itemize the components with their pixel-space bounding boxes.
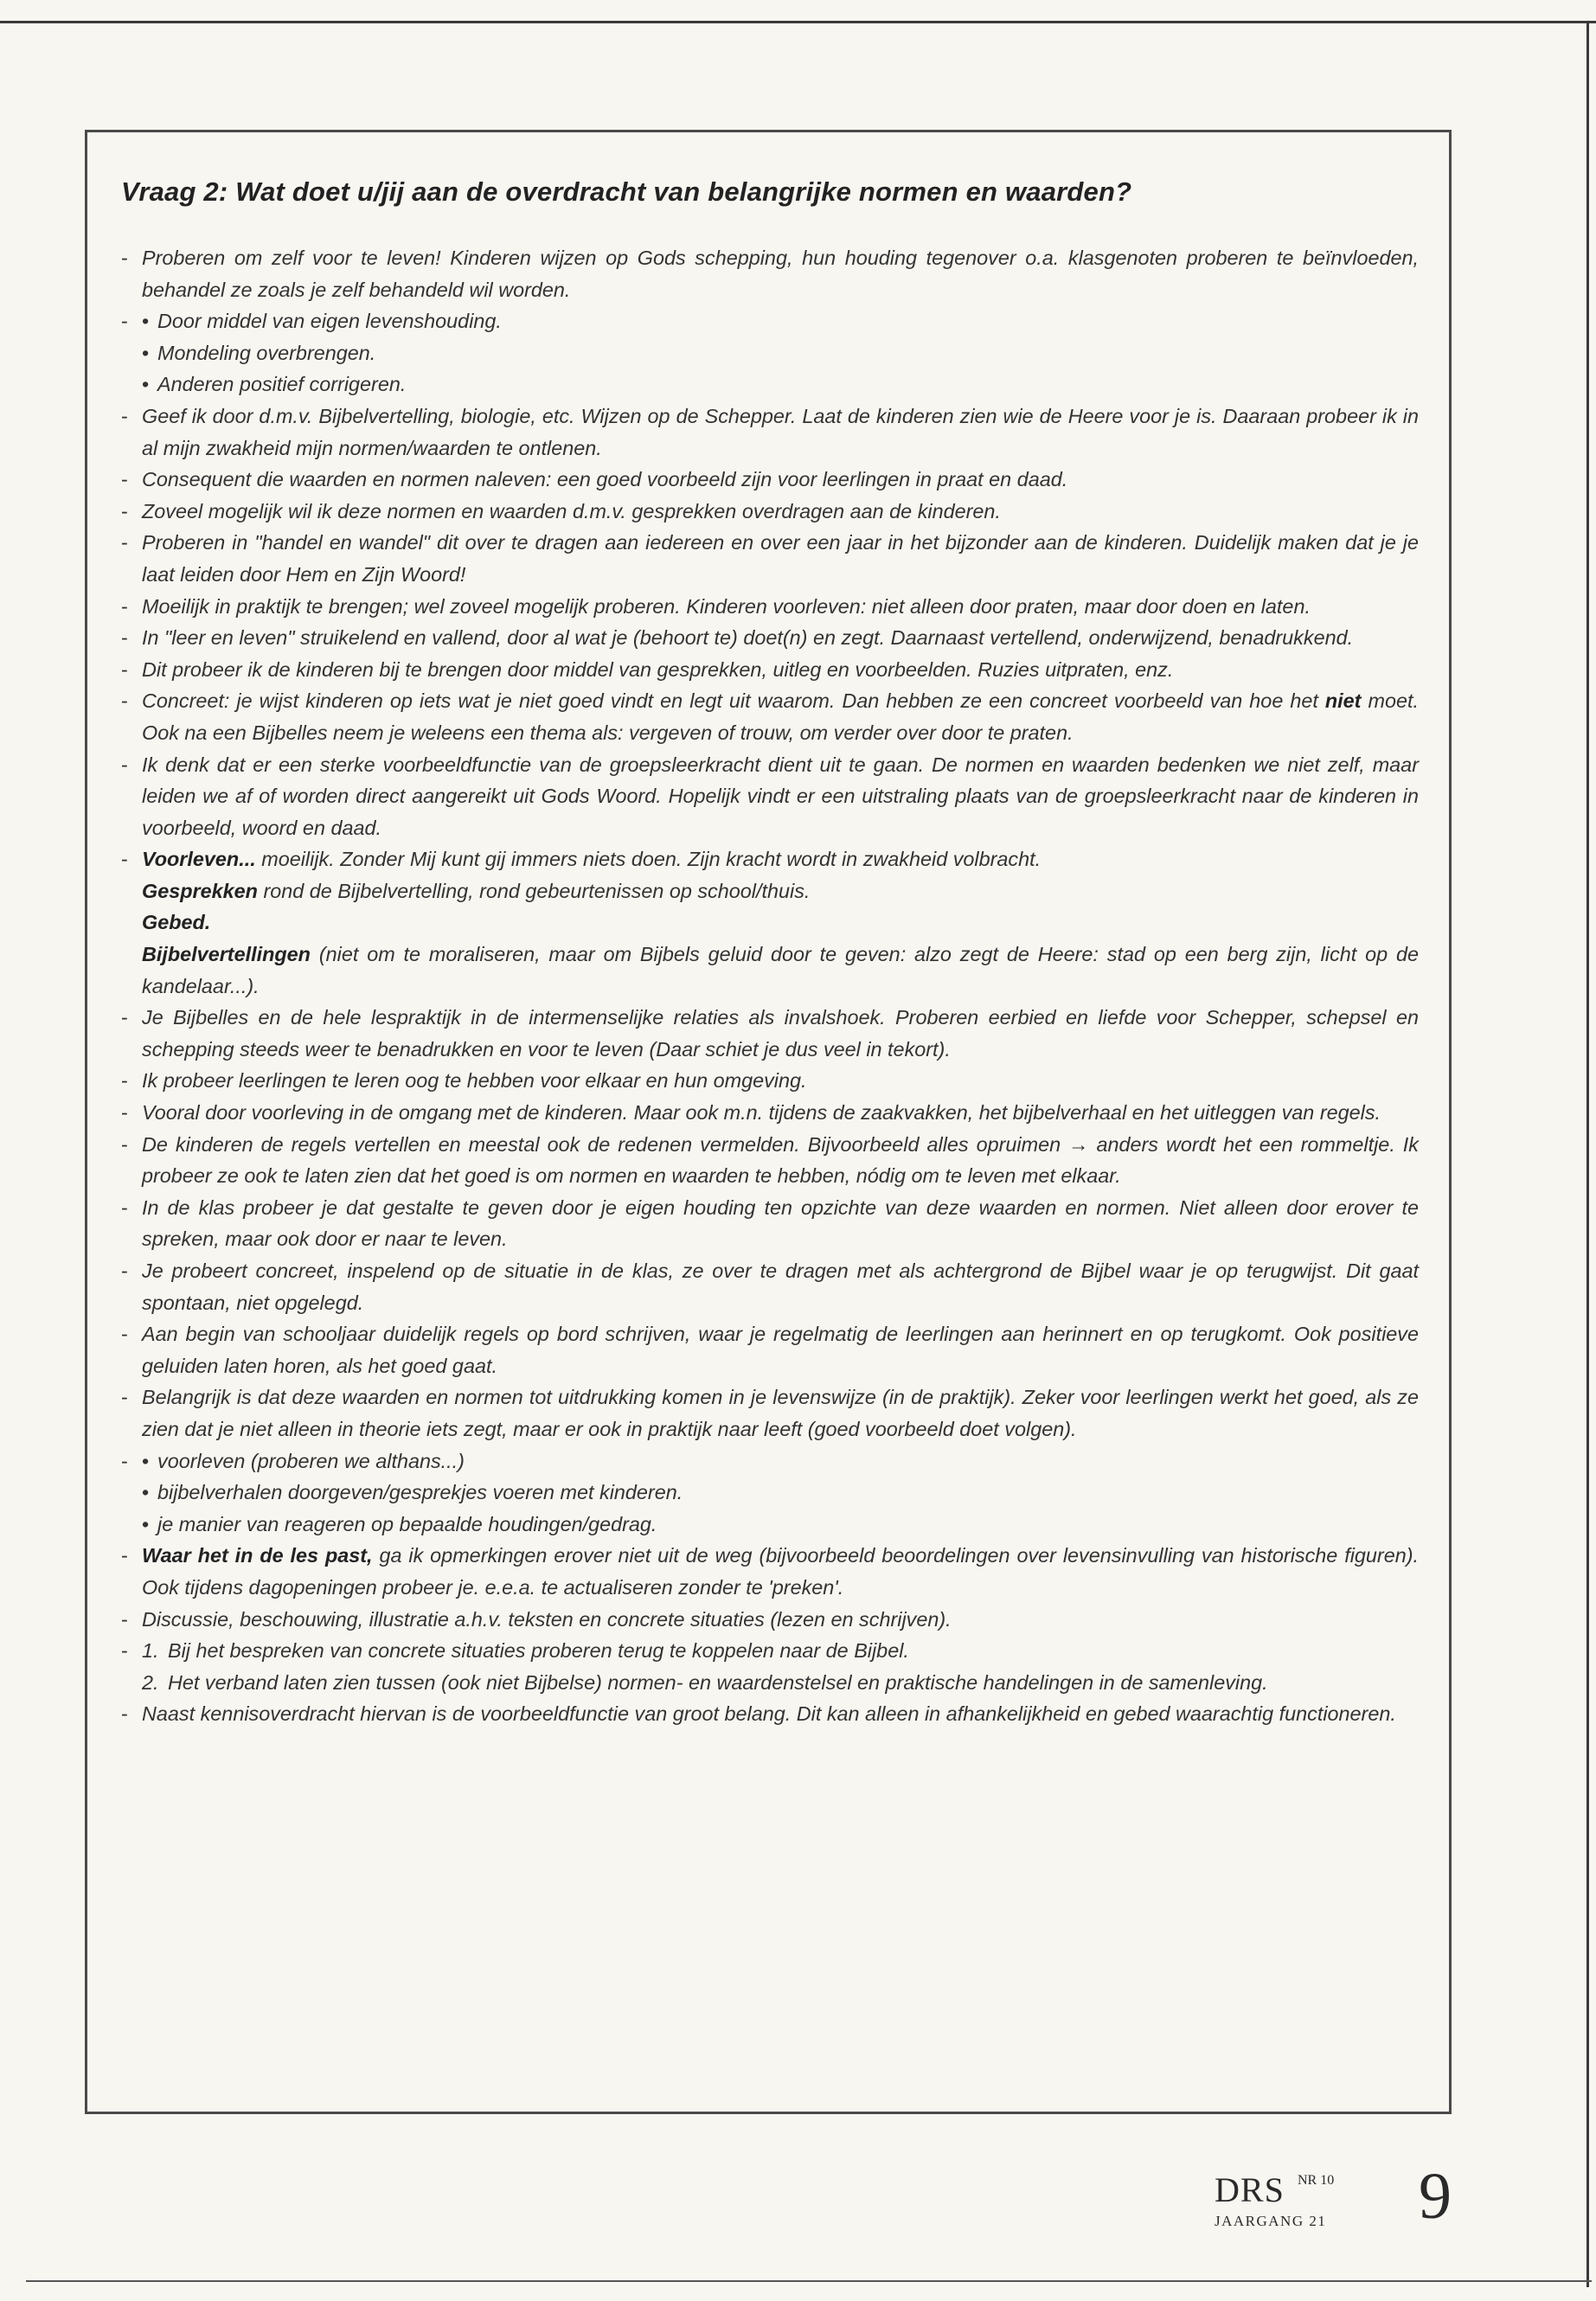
list-item: - 1. Bij het bespreken van concrete situaties proberen terug te koppelen naar de Bijbel. 2. Het verband laten zien tussen (ook niet Bijbelse) normen- en waardenstelsel en praktische handelingen in de samenleving. bbox=[121, 1635, 1419, 1698]
bullet-icon: • bbox=[142, 1449, 150, 1472]
list-item: - Aan begin van schooljaar duidelijk regels op bord schrijven, waar je regelmatig de leerlingen aan herinnert en op terugkomt. Ook positieve geluiden laten horen, als het goed gaat. bbox=[121, 1318, 1419, 1381]
survey-content bbox=[121, 176, 1419, 1730]
scan-edge-bottom bbox=[26, 2280, 1592, 2282]
page-footer bbox=[1215, 2160, 1474, 2240]
question-heading: Vraag 2: Wat doet u/jij aan de overdracht van belangrijke normen en waarden? bbox=[121, 176, 1132, 207]
magazine-name: DRS bbox=[1215, 2170, 1285, 2209]
list-item: - Belangrijk is dat deze waarden en normen tot uitdrukking komen in je levenswijze (in de praktijk). Zeker voor leerlingen werkt het goed, als ze zien dat je niet alleen in theorie iets zegt, maar er ook in praktijk naar leeft (goed voorbeeld doet volgen). bbox=[121, 1381, 1419, 1445]
bullet-icon: • bbox=[142, 310, 150, 333]
list-item: - Geef ik door d.m.v. Bijbelvertelling, biologie, etc. Wijzen op de Schepper. Laat de kinderen zien wie de Heere voor je is. Daaraan probeer ik in al mijn zwakheid mijn normen/waarden te ontlenen. bbox=[121, 401, 1419, 464]
list-item: - Je Bijbelles en de hele lespraktijk in de intermenselijke relaties als invalshoek. Proberen eerbied en liefde voor Schepper, schepsel en schepping steeds weer te benadrukken en voor te leven (Daar schiet je dus veel in tekort). bbox=[121, 1002, 1419, 1065]
list-item: - Ik probeer leerlingen te leren oog te hebben voor elkaar en hun omgeving. bbox=[121, 1065, 1419, 1097]
list-item: - In "leer en leven" struikelend en vallend, door al wat je (behoort te) doet(n) en zegt. Daarnaast vertellend, onderwijzend, benadrukkend. bbox=[121, 622, 1419, 654]
list-item: - Ik denk dat er een sterke voorbeeldfunctie van de groepsleerkracht dient uit te gaan. De normen en waarden bedenken we niet zelf, maar leiden we af of worden direct aangereikt uit Gods Woord. Hopelijk vindt er een uitstraling plaats van de groepsleerkracht naar de kinderen in voorbeeld, woord en daad. bbox=[121, 749, 1419, 844]
list-item: - • Door middel van eigen levenshouding. • Mondeling overbrengen. • Anderen positief corrigeren. bbox=[121, 305, 1419, 401]
list-item: - Zoveel mogelijk wil ik deze normen en waarden d.m.v. gesprekken overdragen aan de kinderen. bbox=[121, 496, 1419, 528]
scan-edge-top bbox=[0, 21, 1596, 23]
list-item: - Naast kennisoverdracht hiervan is de voorbeeldfunctie van groot belang. Dit kan alleen in afhankelijkheid en gebed waarachtig functioneren. bbox=[121, 1698, 1419, 1730]
bullet-icon: • bbox=[142, 341, 150, 364]
issue-number: NR 10 bbox=[1298, 2173, 1335, 2188]
page-number: 9 bbox=[1419, 2160, 1452, 2233]
list-item: - Je probeert concreet, inspelend op de situatie in de klas, ze over te dragen met als achtergrond de Bijbel waar je op terugwijst. Dit gaat spontaan, niet opgelegd. bbox=[121, 1255, 1419, 1318]
list-item: - Moeilijk in praktijk te brengen; wel zoveel mogelijk proberen. Kinderen voorleven: niet alleen door praten, maar door doen en laten. bbox=[121, 591, 1419, 623]
list-item: - De kinderen de regels vertellen en meestal ook de redenen vermelden. Bijvoorbeeld alles opruimen → anders wordt het een rommeltje. Ik probeer ze ook te laten zien dat het goed is om normen en waarden te hebben, nódig om te leven met elkaar. bbox=[121, 1129, 1419, 1192]
list-item: - Proberen om zelf voor te leven! Kinderen wijzen op Gods schepping, hun houding tegenover o.a. klasgenoten proberen te beïnvloeden, behandel ze zoals je zelf behandeld wil worden. bbox=[121, 242, 1419, 305]
response-list bbox=[121, 242, 1419, 1730]
bullet-icon: • bbox=[142, 1481, 150, 1504]
bullet-icon: • bbox=[142, 373, 150, 396]
list-item: - Discussie, beschouwing, illustratie a.h.v. teksten en concrete situaties (lezen en schrijven). bbox=[121, 1604, 1419, 1636]
list-item: - Consequent die waarden en normen naleven: een goed voorbeeld zijn voor leerlingen in praat en daad. bbox=[121, 464, 1419, 496]
volume-label: JAARGANG 21 bbox=[1215, 2213, 1327, 2229]
bullet-icon: • bbox=[142, 1512, 150, 1535]
list-item: - Vooral door voorleving in de omgang met de kinderen. Maar ook m.n. tijdens de zaakvakken, het bijbelverhaal en het uitleggen van regels. bbox=[121, 1097, 1419, 1129]
list-item: - In de klas probeer je dat gestalte te geven door je eigen houding ten opzichte van deze waarden en normen. Niet alleen door erover te spreken, maar ook door er naar te leven. bbox=[121, 1192, 1419, 1255]
list-item: - Waar het in de les past, ga ik opmerkingen erover niet uit de weg (bijvoorbeeld beoordelingen over levensinvulling van historische figuren). Ook tijdens dagopeningen probeer je. e.e.a. te actualiseren zonder te 'preken'. bbox=[121, 1540, 1419, 1603]
list-item: - Proberen in "handel en wandel" dit over te dragen aan iedereen en over een jaar in het bijzonder aan de kinderen. Duidelijk maken dat je je laat leiden door Hem en Zijn Woord! bbox=[121, 527, 1419, 590]
scan-edge-right bbox=[1586, 21, 1589, 2287]
list-item: - Dit probeer ik de kinderen bij te brengen door middel van gesprekken, uitleg en voorbeelden. Ruzies uitpraten, enz. bbox=[121, 654, 1419, 686]
list-item: - • voorleven (proberen we althans...) • bijbelverhalen doorgeven/gesprekjes voeren met kinderen. • je manier van reageren op bepaalde houdingen/gedrag. bbox=[121, 1445, 1419, 1541]
list-item: - Concreet: je wijst kinderen op iets wat je niet goed vindt en legt uit waarom. Dan hebben ze een concreet voorbeeld van hoe het niet moet. Ook na een Bijbelles neem je weleens een thema als: vergeven of trouw, om verder over door te praten. bbox=[121, 685, 1419, 748]
list-item: - Voorleven... moeilijk. Zonder Mij kunt gij immers niets doen. Zijn kracht wordt in zwakheid volbracht. Gesprekken rond de Bijbelvertelling, rond gebeurtenissen op school/thuis. Gebed. Bijbelvertellingen (niet om te moraliseren, maar om Bijbels geluid door te geven: alzo zegt de Heere: stad op een berg zijn, licht op de kandelaar...). bbox=[121, 843, 1419, 1002]
